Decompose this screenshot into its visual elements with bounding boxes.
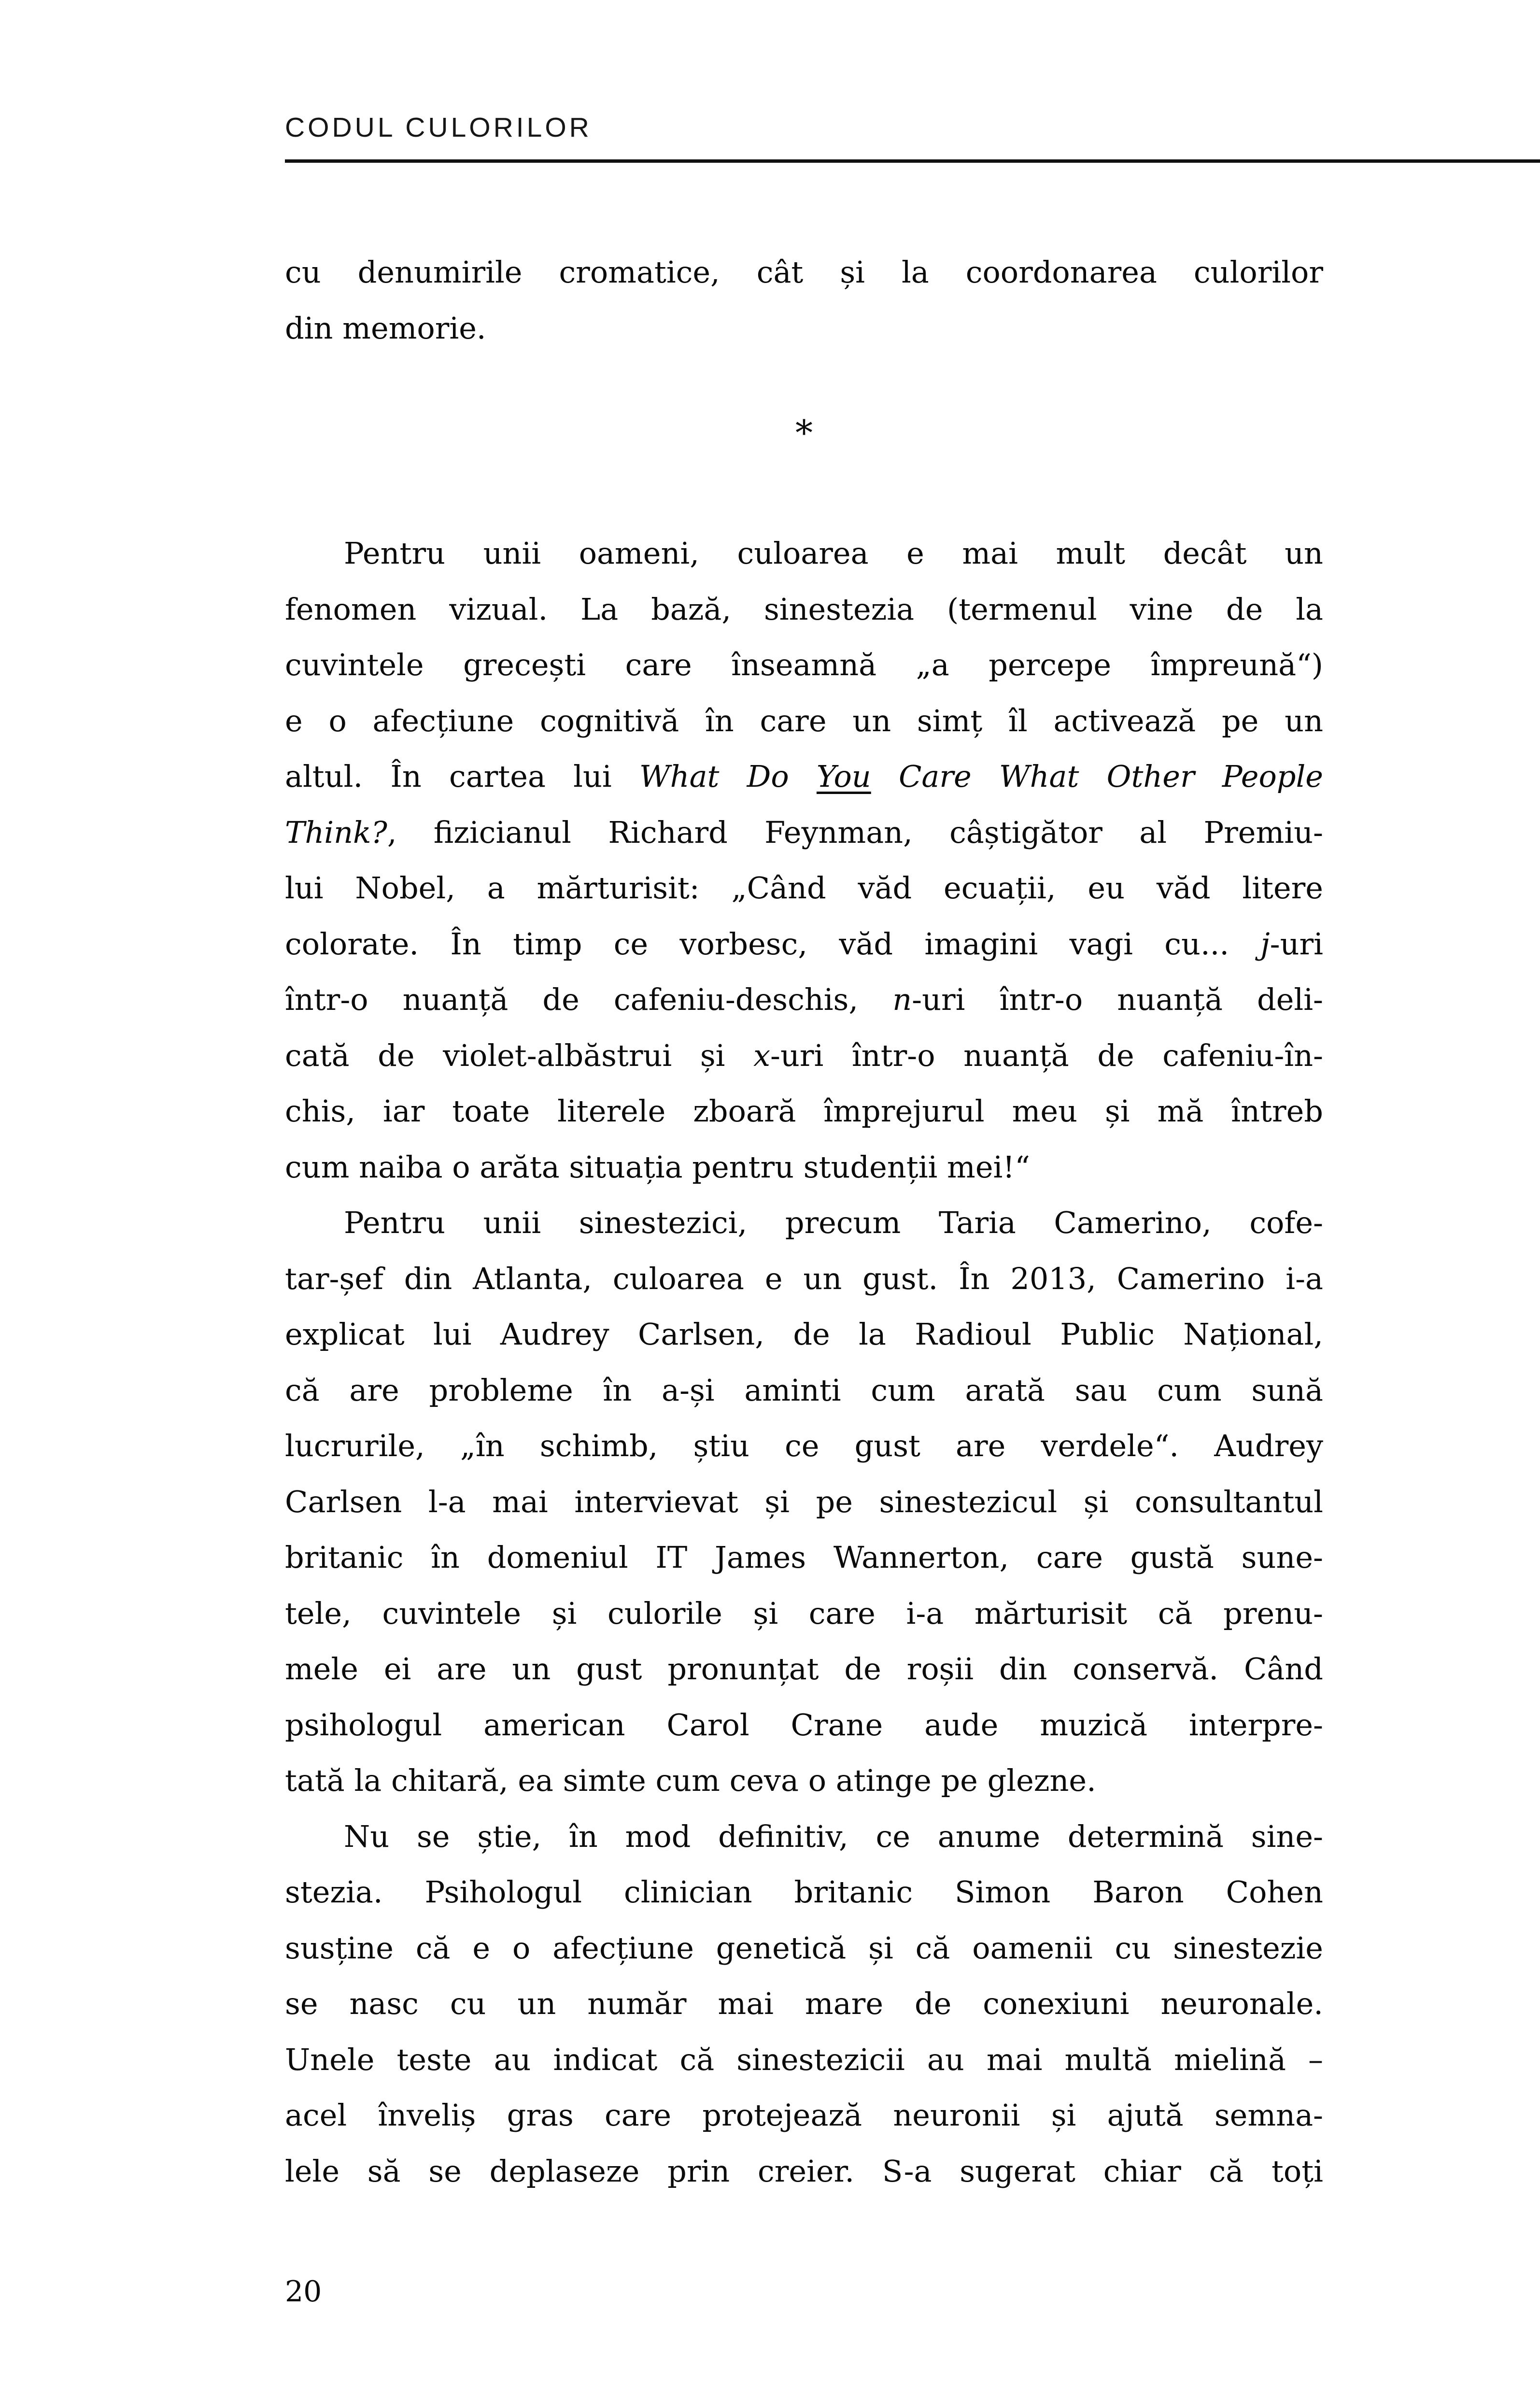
text-line: se nasc cu un număr mai mare de conexiuni neuronale. <box>285 1986 1323 2021</box>
text-line: Carlsen l-a mai intervievat și pe sinestezicul și consultantul <box>285 1484 1323 1519</box>
running-header-title: CODUL CULORILOR <box>285 112 592 143</box>
intro-paragraph <box>285 244 1323 356</box>
text-line: din memorie. <box>285 310 486 346</box>
text-line: Unele teste au indicat că sinestezicii au mai multă mielină – <box>285 2042 1323 2077</box>
text-segment: colorate. În timp ce vorbesc, văd imagini vagi cu... <box>285 926 1261 962</box>
text-line: că are probleme în a-și aminti cum arată sau cum sună <box>285 1372 1323 1408</box>
italic-text-segment: n <box>892 982 912 1017</box>
text-line: Pentru unii oameni, culoarea e mai mult decât un <box>344 536 1323 571</box>
text-line: cu denumirile cromatice, cât și la coordonarea culorilor <box>285 255 1323 290</box>
page-number: 20 <box>285 2275 322 2309</box>
text-line: Pentru unii sinestezici, precum Taria Camerino, cofe- <box>344 1205 1323 1240</box>
text-line <box>285 972 1323 1028</box>
text-line: tele, cuvintele și culorile și care i-a mărturisit că prenu- <box>285 1595 1323 1631</box>
paragraph-1 <box>285 525 1323 1195</box>
italic-text-segment: You <box>816 759 871 794</box>
header-rule <box>285 159 1540 163</box>
text-segment: într-o nuanță de cafeniu-deschis, <box>285 982 893 1017</box>
text-line: acel înveliș gras care protejează neuronii și ajută semna- <box>285 2098 1323 2133</box>
text-line: cum naiba o arăta situația pentru studenții mei!“ <box>285 1149 1030 1185</box>
text-segment: -uri într-o nuanță de cafeniu-în- <box>770 1037 1323 1073</box>
text-segment: altul. În cartea lui <box>285 759 639 794</box>
text-line: e o afecțiune cognitivă în care un simț îl activează pe un <box>285 703 1323 738</box>
text-line: britanic în domeniul IT James Wannerton, care gustă sune- <box>285 1540 1323 1575</box>
text-line: lucrurile, „în schimb, știu ce gust are verdele“. Audrey <box>285 1428 1323 1463</box>
text-line <box>285 916 1323 972</box>
text-line: stezia. Psihologul clinician britanic Simon Baron Cohen <box>285 1874 1323 1910</box>
body-text <box>285 525 1323 2199</box>
text-line: lui Nobel, a mărturisit: „Când văd ecuații, eu văd litere <box>285 870 1323 906</box>
text-segment: , fizicianul Richard Feynman, câștigător al Premiu- <box>387 814 1323 850</box>
text-line: tată la chitară, ea simte cum ceva o atinge pe glezne. <box>285 1763 1096 1798</box>
italic-text-segment: Care What Other People <box>871 759 1323 794</box>
paragraph-2 <box>285 1195 1323 1809</box>
italic-text-segment: Think? <box>285 814 387 850</box>
text-line <box>285 1028 1323 1084</box>
italic-text-segment: x <box>753 1037 771 1073</box>
text-line: chis, iar toate literele zboară împrejurul meu și mă întreb <box>285 1093 1323 1129</box>
text-line: fenomen vizual. La bază, sinestezia (termenul vine de la <box>285 591 1323 627</box>
text-line <box>285 805 1323 861</box>
text-line: tar-șef din Atlanta, culoarea e un gust. În 2013, Camerino i-a <box>285 1261 1323 1296</box>
paragraph-3 <box>285 1809 1323 2199</box>
text-segment: -uri într-o nuanță deli- <box>912 982 1324 1017</box>
italic-text-segment: What Do <box>639 759 817 794</box>
text-line: susține că e o afecțiune genetică și că oamenii cu sinestezie <box>285 1930 1323 1966</box>
text-line <box>285 749 1323 805</box>
text-line: explicat lui Audrey Carlsen, de la Radioul Public Național, <box>285 1317 1323 1352</box>
section-separator-asterisk: * <box>795 412 813 453</box>
text-segment: -uri <box>1270 926 1323 962</box>
text-line: cuvintele grecești care înseamnă „a percepe împreună“) <box>285 647 1323 682</box>
text-line: psihologul american Carol Crane aude muzică interpre- <box>285 1707 1323 1743</box>
text-line: lele să se deplaseze prin creier. S-a sugerat chiar că toți <box>285 2153 1323 2189</box>
italic-text-segment: j <box>1260 926 1270 962</box>
text-segment: cată de violet-albăstrui și <box>285 1037 754 1073</box>
text-line: Nu se știe, în mod definitiv, ce anume determină sine- <box>344 1818 1323 1854</box>
text-line: mele ei are un gust pronunțat de roșii din conservă. Când <box>285 1651 1323 1687</box>
